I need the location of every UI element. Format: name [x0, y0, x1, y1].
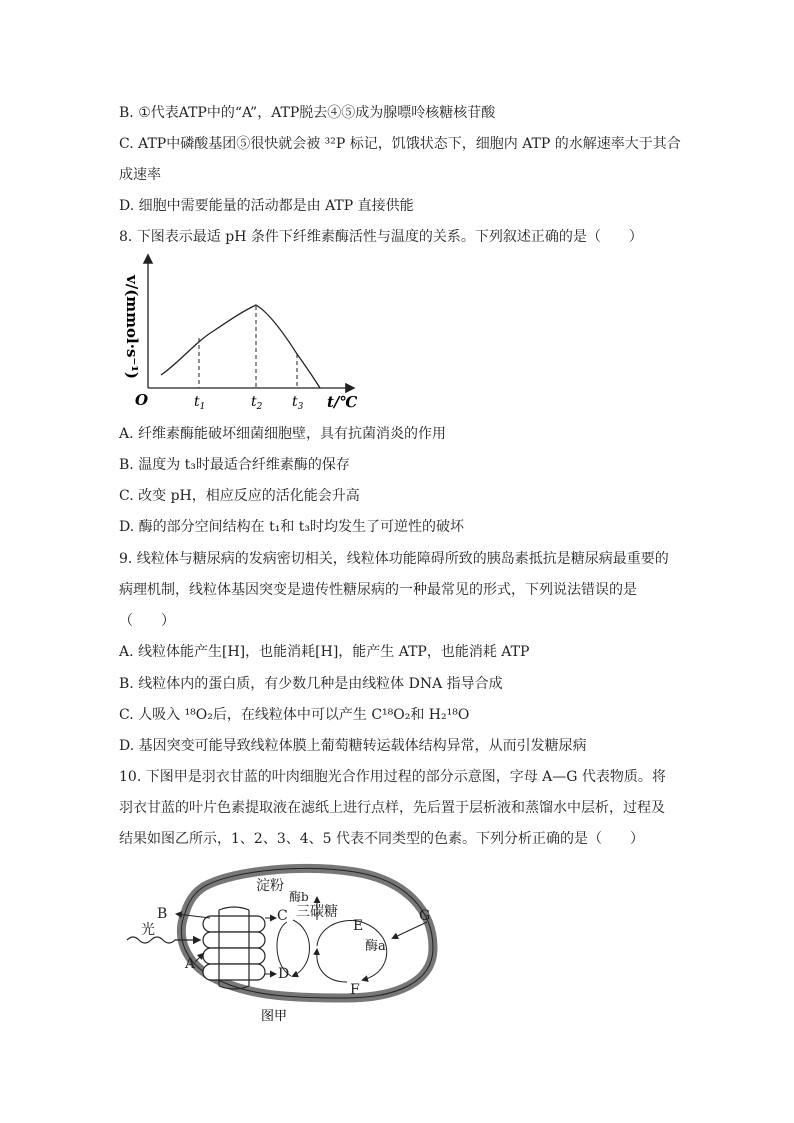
- light-arrow: [127, 937, 199, 943]
- q9-stem-line3: （ ）: [119, 613, 175, 629]
- x-axis-label: t/℃: [327, 393, 358, 411]
- figure-caption: 图甲: [261, 1009, 288, 1024]
- label-enzyme-a: 酶a: [365, 939, 386, 954]
- q7-option-d: D. 细胞中需要能量的活动都是由 ATP 直接供能: [119, 198, 414, 214]
- q8-option-d: D. 酶的部分空间结构在 t₁和 t₃时均发生了可逆性的破坏: [119, 519, 465, 535]
- q10-stem-line2: 羽衣甘蓝的叶片色素提取液在滤纸上进行点样，先后置于层析液和蒸馏水中层析，过程及: [119, 800, 665, 816]
- q9-option-b: B. 线粒体内的蛋白质，有少数几种是由线粒体 DNA 指导合成: [119, 676, 503, 692]
- label-c: C: [277, 908, 288, 924]
- label-a: A: [185, 956, 196, 972]
- origin-label: O: [135, 391, 149, 409]
- thylakoid-stack: [203, 907, 265, 989]
- t2-label: $t_2$: [251, 394, 263, 412]
- q7-option-c-line1: C. ATP中磷酸基团⑤很快就会被 ³²P 标记，饥饿状态下，细胞内 ATP 的水解速率大于其合: [119, 136, 681, 152]
- q8-stem: 8. 下图表示最适 pH 条件下纤维素酶活性与温度的关系。下列叙述正确的是（ ）: [119, 229, 643, 245]
- label-d: D: [278, 966, 290, 982]
- label-triose: 三碳糖: [296, 904, 338, 920]
- label-f: F: [350, 982, 360, 998]
- q9-stem-line1: 9. 线粒体与糖尿病的发病密切相关，线粒体功能障碍所致的胰岛素抵抗是糖尿病最重要的: [119, 551, 669, 567]
- label-g: G: [419, 908, 431, 924]
- label-enzyme-b: 酶b: [289, 890, 309, 904]
- y-axis-label: v/(mmol·s⁻¹): [123, 275, 141, 379]
- q7-option-b: B. ①代表ATP中的“A”，ATP脱去④⑤成为腺嘌呤核糖核苷酸: [119, 105, 496, 121]
- q9-option-d: D. 基因突变可能导致线粒体膜上葡萄糖转运载体结构异常，从而引发糖尿病: [119, 738, 587, 754]
- q8-option-b: B. 温度为 t₃时最适合纤维素酶的保存: [119, 457, 350, 473]
- label-e: E: [353, 918, 364, 934]
- calvin-cycle-lower-arc: [317, 950, 347, 982]
- t1-label: $t_1$: [194, 394, 206, 412]
- label-b: B: [157, 906, 168, 922]
- t3-label: $t_3$: [292, 394, 304, 412]
- label-light: 光: [141, 922, 155, 938]
- label-starch: 淀粉: [256, 878, 284, 894]
- chloroplast-diagram: [115, 858, 445, 1026]
- activity-curve: [161, 305, 320, 388]
- light-reaction-cycle-arc: [293, 920, 310, 976]
- q9-option-c: C. 人吸入 ¹⁸O₂后，在线粒体中可以产生 C¹⁸O₂和 H₂¹⁸O: [119, 707, 470, 723]
- a-arrow: [195, 954, 203, 962]
- q8-option-c: C. 改变 pH，相应反应的活化能会升高: [119, 488, 360, 504]
- q9-stem-line2: 病理机制，线粒体基因突变是遗传性糖尿病的一种最常见的形式，下列说法错误的是: [119, 582, 637, 598]
- q9-option-a: A. 线粒体能产生[H]，也能消耗[H]，能产生 ATP，也能消耗 ATP: [119, 644, 530, 660]
- q10-stem-line3: 结果如图乙所示，1、2、3、4、5 代表不同类型的色素。下列分析正确的是（ ）: [119, 831, 644, 847]
- enzyme-activity-graph: [115, 250, 365, 420]
- g-arrow: [393, 922, 427, 938]
- q7-option-c-line2: 成速率: [119, 167, 161, 183]
- q8-option-a: A. 纤维素酶能破坏细菌细胞壁，具有抗菌消炎的作用: [119, 426, 447, 442]
- q10-stem-line1: 10. 下图甲是羽衣甘蓝的叶肉细胞光合作用过程的部分示意图，字母 A—G 代表物质。将: [119, 769, 666, 785]
